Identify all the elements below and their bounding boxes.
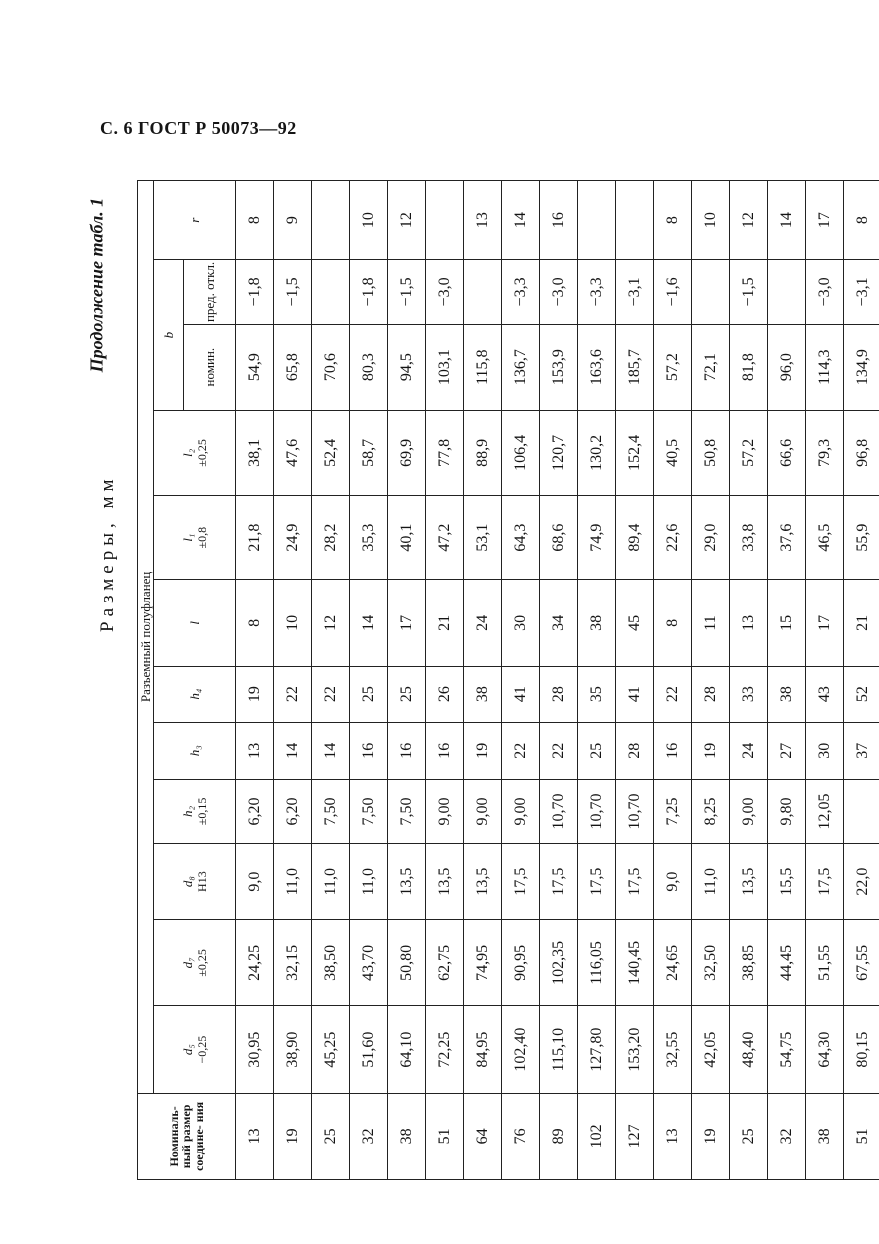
cell-b-nominal: 163,6: [578, 324, 616, 410]
cell-b-nominal: 114,3: [806, 324, 844, 410]
cell-h3: 30: [806, 722, 844, 779]
cell-l2: 88,9: [464, 410, 502, 495]
cell-b-nominal: 70,6: [312, 324, 350, 410]
cell-h4: 22: [274, 666, 312, 722]
cell-l1: 89,4: [616, 496, 654, 580]
cell-h3: 22: [502, 722, 540, 779]
cell-d5: 54,75: [768, 1006, 806, 1093]
cell-b-nominal: 185,7: [616, 324, 654, 410]
cell-l1: 68,6: [540, 496, 578, 580]
cell-d8: 11,0: [350, 844, 388, 920]
cell-b-deviation: [312, 260, 350, 324]
cell-h3: 16: [350, 722, 388, 779]
cell-b-deviation: −3,0: [540, 260, 578, 324]
cell-h4: 26: [426, 666, 464, 722]
cell-d5: 32,55: [654, 1006, 692, 1093]
cell-d8: 17,5: [616, 844, 654, 920]
group-header: Разъемный полуфланец: [138, 181, 154, 1094]
table-row: [426, 181, 464, 1180]
cell-size: 13: [236, 1093, 274, 1179]
cell-d8: 17,5: [806, 844, 844, 920]
cell-h3: 13: [236, 722, 274, 779]
cell-h3: 37: [844, 722, 879, 779]
cell-h2: [844, 779, 879, 843]
col-h4: h₄: [154, 666, 236, 722]
col-h2: h₂ ±0,15: [154, 779, 236, 843]
cell-d8: 17,5: [578, 844, 616, 920]
cell-h4: 35: [578, 666, 616, 722]
dimensions-table-wrapper: [137, 180, 871, 1180]
cell-l: 14: [350, 580, 388, 666]
cell-d5: 51,60: [350, 1006, 388, 1093]
cell-l1: 35,3: [350, 496, 388, 580]
table-row: [312, 181, 350, 1180]
table-title: Размеры, мм: [97, 474, 118, 632]
cell-l1: 22,6: [654, 496, 692, 580]
cell-b-nominal: 81,8: [730, 324, 768, 410]
cell-d7: 38,50: [312, 920, 350, 1006]
cell-l: 24: [464, 580, 502, 666]
cell-d8: 17,5: [540, 844, 578, 920]
cell-h3: 19: [464, 722, 502, 779]
table-row: [768, 181, 806, 1180]
cell-l1: 28,2: [312, 496, 350, 580]
cell-l1: 55,9: [844, 496, 879, 580]
table-row: [464, 181, 502, 1180]
cell-h2: 7,25: [654, 779, 692, 843]
cell-h2: 9,00: [730, 779, 768, 843]
cell-d8: 11,0: [692, 844, 730, 920]
cell-size: 64: [464, 1093, 502, 1179]
cell-l2: 77,8: [426, 410, 464, 495]
cell-l: 21: [426, 580, 464, 666]
col-d8: d₈ H13: [154, 844, 236, 920]
cell-l2: 47,6: [274, 410, 312, 495]
cell-r: 10: [350, 181, 388, 260]
cell-d8: 11,0: [312, 844, 350, 920]
cell-b-deviation: −3,1: [616, 260, 654, 324]
cell-l1: 64,3: [502, 496, 540, 580]
cell-h4: 19: [236, 666, 274, 722]
cell-d7: 74,95: [464, 920, 502, 1006]
page-header: С. 6 ГОСТ Р 50073—92: [100, 118, 297, 138]
cell-b-nominal: 94,5: [388, 324, 426, 410]
table-row: [616, 181, 654, 1180]
cell-l2: 79,3: [806, 410, 844, 495]
cell-h3: 14: [312, 722, 350, 779]
col-b-deviation: пред. откл.: [184, 260, 236, 324]
cell-h2: 7,50: [312, 779, 350, 843]
cell-d5: 153,20: [616, 1006, 654, 1093]
table-row: [730, 181, 768, 1180]
cell-d5: 115,10: [540, 1006, 578, 1093]
cell-d7: 24,25: [236, 920, 274, 1006]
cell-b-nominal: 153,9: [540, 324, 578, 410]
cell-h3: 25: [578, 722, 616, 779]
cell-l2: 52,4: [312, 410, 350, 495]
cell-l1: 53,1: [464, 496, 502, 580]
cell-r: 14: [502, 181, 540, 260]
cell-d8: 13,5: [426, 844, 464, 920]
cell-size: 38: [806, 1093, 844, 1179]
cell-l1: 74,9: [578, 496, 616, 580]
cell-h2: 9,80: [768, 779, 806, 843]
table-row: [578, 181, 616, 1180]
col-r: r: [154, 181, 236, 260]
table-row: [692, 181, 730, 1180]
cell-l: 30: [502, 580, 540, 666]
cell-r: 9: [274, 181, 312, 260]
cell-b-nominal: 72,1: [692, 324, 730, 410]
cell-size: 102: [578, 1093, 616, 1179]
cell-r: 16: [540, 181, 578, 260]
cell-l: 10: [274, 580, 312, 666]
continuation-label: Продолжение табл. 1: [86, 197, 107, 373]
cell-h2: 7,50: [388, 779, 426, 843]
table-row: [806, 181, 844, 1180]
col-b: b: [154, 260, 184, 410]
cell-l1: 24,9: [274, 496, 312, 580]
cell-size: 13: [654, 1093, 692, 1179]
cell-size: 32: [768, 1093, 806, 1179]
cell-size: 51: [844, 1093, 879, 1179]
cell-l: 15: [768, 580, 806, 666]
col-l: l: [154, 580, 236, 666]
cell-b-deviation: −1,5: [730, 260, 768, 324]
cell-size: 25: [312, 1093, 350, 1179]
cell-r: 14: [768, 181, 806, 260]
cell-d8: 15,5: [768, 844, 806, 920]
cell-d8: 9,0: [654, 844, 692, 920]
cell-d7: 38,85: [730, 920, 768, 1006]
cell-l2: 152,4: [616, 410, 654, 495]
cell-l: 17: [806, 580, 844, 666]
cell-d5: 38,90: [274, 1006, 312, 1093]
cell-l2: 50,8: [692, 410, 730, 495]
cell-h4: 41: [616, 666, 654, 722]
cell-d8: 11,0: [274, 844, 312, 920]
cell-l: 21: [844, 580, 879, 666]
cell-d5: 84,95: [464, 1006, 502, 1093]
cell-l2: 58,7: [350, 410, 388, 495]
cell-b-deviation: −3,3: [502, 260, 540, 324]
cell-size: 19: [274, 1093, 312, 1179]
cell-h3: 14: [274, 722, 312, 779]
cell-size: 19: [692, 1093, 730, 1179]
cell-b-deviation: [768, 260, 806, 324]
cell-d8: 22,0: [844, 844, 879, 920]
cell-d5: 64,30: [806, 1006, 844, 1093]
cell-b-nominal: 96,0: [768, 324, 806, 410]
cell-r: 12: [388, 181, 426, 260]
cell-r: [426, 181, 464, 260]
cell-h3: 27: [768, 722, 806, 779]
cell-r: 8: [844, 181, 879, 260]
cell-h4: 38: [768, 666, 806, 722]
cell-b-deviation: [692, 260, 730, 324]
dimensions-table: [137, 180, 879, 1180]
cell-b-deviation: −1,6: [654, 260, 692, 324]
cell-h4: 41: [502, 666, 540, 722]
cell-h4: 25: [388, 666, 426, 722]
cell-b-nominal: 103,1: [426, 324, 464, 410]
cell-d7: 32,15: [274, 920, 312, 1006]
cell-size: 51: [426, 1093, 464, 1179]
cell-r: [312, 181, 350, 260]
cell-l: 13: [730, 580, 768, 666]
table-row: [844, 181, 879, 1180]
cell-l: 8: [236, 580, 274, 666]
cell-r: 8: [236, 181, 274, 260]
cell-d7: 50,80: [388, 920, 426, 1006]
cell-b-nominal: 134,9: [844, 324, 879, 410]
cell-d5: 102,40: [502, 1006, 540, 1093]
cell-b-deviation: −1,5: [274, 260, 312, 324]
cell-d8: 9,0: [236, 844, 274, 920]
table-row: [388, 181, 426, 1180]
cell-b-nominal: 54,9: [236, 324, 274, 410]
cell-l2: 120,7: [540, 410, 578, 495]
cell-b-deviation: −3,0: [806, 260, 844, 324]
cell-l2: 66,6: [768, 410, 806, 495]
cell-l1: 37,6: [768, 496, 806, 580]
cell-d5: 80,15: [844, 1006, 879, 1093]
cell-h3: 22: [540, 722, 578, 779]
cell-h2: 6,20: [236, 779, 274, 843]
cell-h4: 43: [806, 666, 844, 722]
cell-b-nominal: 136,7: [502, 324, 540, 410]
cell-r: 8: [654, 181, 692, 260]
cell-d7: 62,75: [426, 920, 464, 1006]
cell-r: 17: [806, 181, 844, 260]
table-row: [654, 181, 692, 1180]
cell-h2: 10,70: [540, 779, 578, 843]
cell-size: 32: [350, 1093, 388, 1179]
cell-h2: 9,00: [464, 779, 502, 843]
cell-h3: 16: [426, 722, 464, 779]
cell-l1: 33,8: [730, 496, 768, 580]
table-row: [236, 181, 274, 1180]
cell-l2: 69,9: [388, 410, 426, 495]
cell-b-deviation: −1,8: [350, 260, 388, 324]
cell-h4: 22: [654, 666, 692, 722]
cell-l: 45: [616, 580, 654, 666]
col-h3: h₃: [154, 722, 236, 779]
cell-h3: 16: [388, 722, 426, 779]
cell-h4: 38: [464, 666, 502, 722]
cell-l: 8: [654, 580, 692, 666]
cell-d7: 44,45: [768, 920, 806, 1006]
cell-l1: 47,2: [426, 496, 464, 580]
cell-h2: 9,00: [426, 779, 464, 843]
cell-b-deviation: [464, 260, 502, 324]
cell-d8: 13,5: [388, 844, 426, 920]
cell-l: 17: [388, 580, 426, 666]
cell-h2: 10,70: [578, 779, 616, 843]
table-row: [350, 181, 388, 1180]
cell-h4: 52: [844, 666, 879, 722]
cell-l2: 38,1: [236, 410, 274, 495]
cell-d5: 30,95: [236, 1006, 274, 1093]
cell-h3: 24: [730, 722, 768, 779]
cell-l: 12: [312, 580, 350, 666]
cell-size: 89: [540, 1093, 578, 1179]
col-l2: l₂ ±0,25: [154, 410, 236, 495]
cell-r: [616, 181, 654, 260]
cell-r: [578, 181, 616, 260]
col-l1: l₁ ±0,8: [154, 496, 236, 580]
cell-d8: 13,5: [464, 844, 502, 920]
cell-h4: 28: [692, 666, 730, 722]
cell-d5: 45,25: [312, 1006, 350, 1093]
cell-h3: 19: [692, 722, 730, 779]
cell-size: 38: [388, 1093, 426, 1179]
cell-d8: 17,5: [502, 844, 540, 920]
cell-l: 11: [692, 580, 730, 666]
cell-l2: 40,5: [654, 410, 692, 495]
cell-d7: 102,35: [540, 920, 578, 1006]
cell-l2: 96,8: [844, 410, 879, 495]
cell-size: 127: [616, 1093, 654, 1179]
cell-b-deviation: −3,0: [426, 260, 464, 324]
col-d5: d₅ −0,25: [154, 1006, 236, 1093]
cell-d8: 13,5: [730, 844, 768, 920]
cell-l2: 106,4: [502, 410, 540, 495]
cell-l1: 46,5: [806, 496, 844, 580]
cell-b-deviation: −3,3: [578, 260, 616, 324]
cell-l1: 40,1: [388, 496, 426, 580]
cell-h2: 7,50: [350, 779, 388, 843]
cell-l: 38: [578, 580, 616, 666]
cell-size: 25: [730, 1093, 768, 1179]
cell-d7: 67,55: [844, 920, 879, 1006]
cell-b-nominal: 57,2: [654, 324, 692, 410]
cell-l2: 57,2: [730, 410, 768, 495]
cell-h3: 28: [616, 722, 654, 779]
cell-h3: 16: [654, 722, 692, 779]
cell-b-nominal: 65,8: [274, 324, 312, 410]
table-row: [540, 181, 578, 1180]
cell-d7: 24,65: [654, 920, 692, 1006]
cell-d7: 140,45: [616, 920, 654, 1006]
cell-h2: 10,70: [616, 779, 654, 843]
cell-r: 13: [464, 181, 502, 260]
table-body: [236, 181, 879, 1180]
table-row: [502, 181, 540, 1180]
cell-h4: 25: [350, 666, 388, 722]
cell-h4: 28: [540, 666, 578, 722]
cell-b-deviation: −1,8: [236, 260, 274, 324]
cell-d7: 32,50: [692, 920, 730, 1006]
cell-d7: 90,95: [502, 920, 540, 1006]
col-d7: d₇ ±0,25: [154, 920, 236, 1006]
cell-d5: 48,40: [730, 1006, 768, 1093]
cell-h4: 33: [730, 666, 768, 722]
cell-l2: 130,2: [578, 410, 616, 495]
cell-b-nominal: 80,3: [350, 324, 388, 410]
cell-d7: 43,70: [350, 920, 388, 1006]
cell-d7: 51,55: [806, 920, 844, 1006]
cell-b-deviation: −1,5: [388, 260, 426, 324]
cell-h2: 12,05: [806, 779, 844, 843]
cell-b-deviation: −3,1: [844, 260, 879, 324]
col-b-nominal: номин.: [184, 324, 236, 410]
cell-h2: 6,20: [274, 779, 312, 843]
cell-d5: 72,25: [426, 1006, 464, 1093]
table-row: [274, 181, 312, 1180]
col-nominal-size: Номиналь- ный размер соедине- ния: [138, 1093, 236, 1179]
cell-h2: 8,25: [692, 779, 730, 843]
cell-b-nominal: 115,8: [464, 324, 502, 410]
cell-r: 12: [730, 181, 768, 260]
cell-d5: 127,80: [578, 1006, 616, 1093]
cell-h4: 22: [312, 666, 350, 722]
cell-r: 10: [692, 181, 730, 260]
cell-l1: 29,0: [692, 496, 730, 580]
cell-d5: 42,05: [692, 1006, 730, 1093]
cell-l1: 21,8: [236, 496, 274, 580]
cell-h2: 9,00: [502, 779, 540, 843]
cell-l: 34: [540, 580, 578, 666]
cell-size: 76: [502, 1093, 540, 1179]
cell-d5: 64,10: [388, 1006, 426, 1093]
cell-d7: 116,05: [578, 920, 616, 1006]
